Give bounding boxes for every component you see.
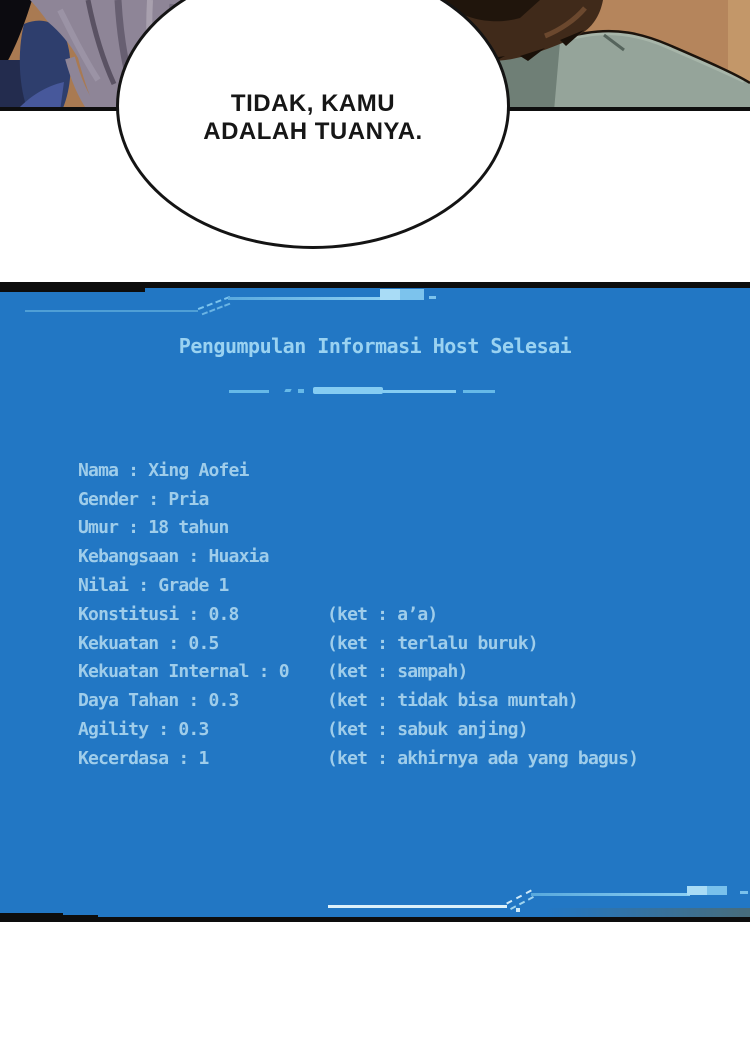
decor-square (298, 389, 304, 393)
stat-row-gender (78, 485, 638, 514)
stat-row-kekuatan (78, 629, 638, 658)
stat-row-kekuatan-internal (78, 658, 638, 687)
stat-label-value: Kecerdasa : 1 (78, 747, 209, 769)
decor-small-dash (429, 296, 436, 299)
decor-thick-segment (313, 387, 383, 394)
stat-remark: (ket : sabuk anjing) (327, 719, 528, 741)
stat-row-kebangsaan (78, 542, 638, 571)
decor-dot (516, 908, 520, 912)
speech-line-1: TIDAK, KAMU (230, 89, 396, 117)
decor-thin-segment (383, 390, 456, 393)
speech-line-2: ADALAH TUANYA. (203, 118, 423, 145)
speech-bubble-text (203, 90, 422, 147)
panel-title: Pengumpulan Informasi Host Selesai (178, 334, 572, 358)
stat-remark: (ket : akhirnya ada yang bagus) (327, 747, 639, 769)
stat-label-value: Agility : 0.3 (78, 719, 209, 741)
stat-row-nama (78, 456, 638, 485)
speech-bubble (116, 0, 510, 249)
stat-row-agility (78, 715, 638, 744)
stat-label-value: Daya Tahan : 0.3 (78, 690, 239, 712)
decor-line-bottom-right (531, 893, 690, 896)
stat-row-kecerdasa (78, 744, 638, 773)
stat-remark: (ket : sampah) (327, 661, 468, 683)
stat-label-value: Nilai : Grade 1 (78, 575, 229, 597)
system-status-panel (0, 282, 750, 922)
stat-row-nilai (78, 571, 638, 600)
stat-label-value: Kekuatan Internal : 0 (78, 661, 289, 683)
stat-remark: (ket : tidak bisa muntah) (327, 690, 578, 712)
stat-row-umur (78, 514, 638, 543)
decor-line-top-left (25, 310, 198, 312)
stat-label-value: Nama : Xing Aofei (78, 459, 249, 481)
stat-remark: (ket : a’a) (327, 603, 438, 625)
decor-line-bottom-left (328, 905, 507, 908)
panel-top-border-step (0, 288, 145, 292)
decor-small-dash (740, 891, 748, 894)
decor-tick (284, 389, 291, 392)
panel-bottom-border (0, 917, 750, 922)
stat-label-value: Kekuatan : 0.5 (78, 632, 219, 654)
decor-underline-segment (463, 390, 495, 393)
stat-label-value: Umur : 18 tahun (78, 517, 229, 539)
stat-remark: (ket : terlalu buruk) (327, 632, 538, 654)
decor-bright-rect (380, 289, 424, 300)
stat-row-konstitusi (78, 600, 638, 629)
stat-label-value: Gender : Pria (78, 488, 209, 510)
stat-label-value: Konstitusi : 0.8 (78, 603, 239, 625)
decor-line-top-right (228, 297, 380, 300)
stat-row-daya-tahan (78, 686, 638, 715)
host-stats-list (78, 456, 638, 773)
stat-label-value: Kebangsaan : Huaxia (78, 546, 269, 568)
decor-shadow-smear (545, 908, 750, 917)
decor-underline-segment (229, 390, 269, 393)
decor-bright-rect (687, 886, 727, 895)
